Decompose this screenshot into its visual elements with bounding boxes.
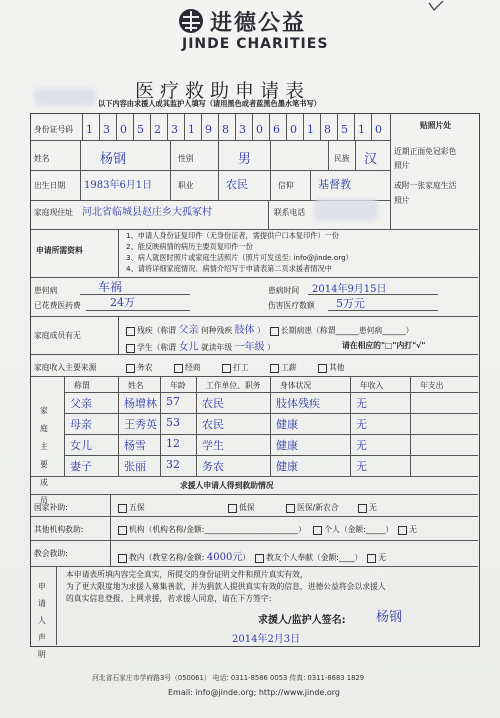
family-table-cell: 32 (166, 458, 180, 471)
material-item: 3、病人就医时照片或家庭生活照片（照片可发送至: info@jinde.org） (126, 253, 353, 262)
student-checkbox[interactable] (126, 344, 135, 353)
national-option[interactable] (118, 502, 145, 513)
id-digit: 5 (137, 123, 144, 136)
none-checkbox[interactable] (398, 526, 407, 535)
national-checkbox[interactable] (118, 504, 127, 513)
income-checkbox[interactable] (270, 364, 279, 373)
family-table-cell: 57 (166, 395, 180, 408)
photo-note-1: 近期正面免冠彩色 (394, 147, 457, 156)
ethnicity-value: 汉 (364, 152, 378, 167)
members-label: 家庭成员有无 (34, 331, 81, 340)
long-illness-checkbox[interactable] (270, 327, 279, 336)
income-label: 家庭收入主要来源 (34, 363, 97, 372)
material-item: 2、能反映病情的病历主要页复印件一份 (126, 242, 253, 251)
materials-label: 申请所需资料 (36, 246, 83, 255)
birth-label: 出生日期 (34, 181, 66, 190)
photo-note-2: 照片 (394, 161, 410, 170)
income-checkbox[interactable] (174, 364, 183, 373)
family-table-cell: 学生 (202, 439, 224, 452)
national-option-label: 无 (369, 503, 377, 512)
family-table-cell: 无 (356, 460, 367, 473)
ethnicity-label: 民族 (334, 154, 350, 163)
gender-value: 男 (238, 152, 252, 167)
income-option-label: 经商 (185, 363, 201, 372)
name-value: 杨钢 (100, 152, 127, 167)
gender-label: 性别 (178, 154, 194, 163)
national-option-label: 五保 (129, 503, 145, 512)
photo-note-4: 照片 (394, 196, 410, 205)
id-digit: 0 (375, 123, 382, 136)
redaction-blur (34, 88, 96, 106)
religion-label: 信仰 (278, 181, 294, 190)
phone-redaction (314, 199, 378, 221)
org-checkbox[interactable] (118, 526, 127, 535)
income-option[interactable] (222, 362, 249, 373)
name-label: 姓名 (34, 154, 50, 163)
family-table-header: 称谓 (74, 381, 90, 390)
id-digit: 6 (273, 123, 280, 136)
education-options: 教内（教堂名称/金额: 4000元） 教友个人奉献（金额:____） 无 (118, 548, 386, 563)
id-digit: 9 (205, 123, 212, 136)
income-option[interactable] (126, 362, 153, 373)
church-checkbox[interactable] (118, 554, 127, 563)
signature-value: 杨钢 (376, 610, 403, 625)
family-table-cell: 王秀英 (124, 418, 157, 431)
id-digit: 8 (222, 123, 229, 136)
national-checkbox[interactable] (228, 504, 237, 513)
income-option[interactable] (318, 362, 345, 373)
national-option-label: 低保 (239, 503, 255, 512)
illness-value: 车祸 (98, 280, 123, 294)
id-digit: 1 (86, 123, 93, 136)
spent-value: 24万 (110, 296, 135, 309)
illness-label: 患何病 (34, 286, 58, 295)
family-table-cell: 妻子 (70, 460, 92, 473)
family-table-header: 姓名 (128, 381, 144, 390)
family-table-cell: 健康 (276, 460, 298, 473)
org-name-en: JINDE CHARITIES (182, 36, 329, 52)
mark-hint: 请在相应的"□"内打"√" (342, 341, 426, 350)
material-item: 4、请将详细家庭情况、病情介绍写于申请表第二页求援者情况中 (126, 264, 332, 273)
income-option[interactable] (174, 362, 201, 373)
family-table-cell: 农民 (202, 397, 224, 410)
income-option-label: 务农 (137, 363, 153, 372)
family-table-cell: 女儿 (70, 439, 92, 452)
injury-time-label: 患病时间 (268, 286, 300, 295)
address-value: 河北省临城县赵庄乡大孤冢村 (82, 207, 212, 218)
id-digit: 0 (290, 123, 297, 136)
id-digit: 1 (307, 123, 314, 136)
family-table-cell: 无 (356, 439, 367, 452)
id-digit: 3 (239, 123, 246, 136)
family-table-header: 年龄 (170, 381, 186, 390)
family-table-cell: 无 (356, 397, 367, 410)
id-digit: 3 (171, 123, 178, 136)
income-option-label: 其他 (329, 363, 345, 372)
id-digit: 3 (103, 123, 110, 136)
org-name-cn: 进德公益 (210, 11, 307, 36)
income-checkbox[interactable] (318, 364, 327, 373)
members-row-2: 学生（称谓 女儿 就读年级 一年级 ） (126, 338, 275, 353)
income-checkbox[interactable] (222, 364, 231, 373)
family-table-cell: 张丽 (124, 460, 146, 473)
income-option-label: 工薪 (281, 363, 297, 372)
individual-checkbox[interactable] (313, 526, 322, 535)
occupation-value: 农民 (226, 178, 248, 191)
id-digit: 0 (120, 123, 127, 136)
birth-value: 1983年6月1日 (84, 180, 153, 191)
footer-address: 河北省石家庄市学府路3号（050061） 电话: 0311-8586 0053 传真: 0311-8683 1829 (92, 674, 365, 682)
national-option-label: 医保/新农合 (297, 503, 339, 512)
family-table-cell: 肢体残疾 (276, 397, 320, 410)
other-org-options: 机构（机构名称/金额:________________________） 个人（金额:_____） 无 (118, 524, 417, 535)
check-mark-icon (428, 0, 444, 12)
id-digit: 1 (358, 123, 365, 136)
family-table-header: 年支出 (420, 381, 444, 390)
address-label: 家庭现住址 (34, 208, 73, 217)
family-table-cell: 务农 (202, 460, 224, 473)
national-option[interactable] (358, 502, 377, 513)
family-table-label: 家庭主要成员 (40, 406, 48, 505)
family-table-header: 年收入 (360, 381, 384, 390)
statement-text: 本申请表所填内容完全真实，所提交的身份证明文件和照片真实有效， 为了更大限度地为求援人募集善款，并为捐款人提供真实有效的信息，进德公益将会以求援人 的真实信息登报、上网求援，若求援人同意，请在下方签字: (66, 570, 386, 603)
family-table-cell: 无 (356, 418, 367, 431)
id-digit: 2 (154, 123, 161, 136)
national-option[interactable] (286, 502, 339, 513)
footer-web: Email: info@jinde.org; http://www.jinde.org (168, 688, 340, 697)
family-table-cell: 母亲 (70, 418, 92, 431)
family-table-cell: 健康 (276, 439, 298, 452)
spent-label: 已花费医药费 (34, 301, 81, 310)
id-digit: 5 (341, 123, 348, 136)
family-table-header: 身体状况 (280, 381, 312, 390)
family-table-cell: 父亲 (70, 397, 92, 410)
injury-cost-label: 伤害医疗数额 (268, 301, 315, 310)
family-table-cell: 健康 (276, 418, 298, 431)
national-checkbox[interactable] (358, 504, 367, 513)
phone-label: 联系电话 (274, 208, 306, 217)
family-table-cell: 杨雪 (124, 439, 146, 452)
id-digit: 1 (188, 123, 195, 136)
other-org-label: 其他机构救助: (34, 525, 84, 534)
photo-note-3: 或附一张家庭生活 (394, 181, 457, 190)
occupation-label: 职业 (178, 181, 194, 190)
material-item: 1、申请人身份证复印件（无身份证者，需提供户口本复印件）一份 (126, 231, 340, 240)
members-row-1: 残疾（称谓 父亲 何种残疾 肢体 ） 长期病患（称谓______患何病______） (126, 321, 413, 336)
jinde-logo-icon (178, 8, 204, 34)
family-table-cell: 12 (166, 437, 180, 450)
photo-label: 贴照片处 (420, 121, 452, 130)
disabled-checkbox[interactable] (126, 327, 135, 336)
id-digit: 0 (256, 123, 263, 136)
national-option[interactable] (228, 502, 255, 513)
statement-label: 申请人声明 (38, 582, 46, 659)
family-table-header: 工作单位、职务 (206, 381, 261, 390)
edu-none-checkbox[interactable] (367, 554, 376, 563)
sign-date-value: 2014年2月3日 (232, 634, 301, 645)
religion-value: 基督教 (318, 178, 351, 191)
family-table-cell: 杨增林 (124, 397, 157, 410)
form-title: 医疗救助申请表 (135, 80, 311, 102)
support-title: 求援人申请人得到救助情况 (180, 481, 274, 490)
income-checkbox[interactable] (126, 364, 135, 373)
id-digit: 8 (324, 123, 331, 136)
education-label: 教会救助: (34, 549, 68, 558)
injury-cost-value: 5万元 (336, 297, 365, 310)
signature-label: 求援人/监护人签名: (258, 615, 346, 626)
family-table-cell: 农民 (202, 418, 224, 431)
form-note: 以下内容由求援人或其监护人填写（请用黑色或者蓝黑色墨水笔书写） (98, 99, 321, 108)
jinde-logo (178, 6, 348, 60)
injury-time-value: 2014年9月15日 (312, 284, 387, 295)
national-label: 国家补助: (34, 503, 68, 512)
income-option-label: 打工 (233, 363, 249, 372)
id-number-label: 身份证号码 (34, 125, 73, 134)
family-table-cell: 53 (166, 416, 180, 429)
member-checkbox[interactable] (255, 554, 264, 563)
income-option[interactable] (270, 362, 297, 373)
national-checkbox[interactable] (286, 504, 295, 513)
